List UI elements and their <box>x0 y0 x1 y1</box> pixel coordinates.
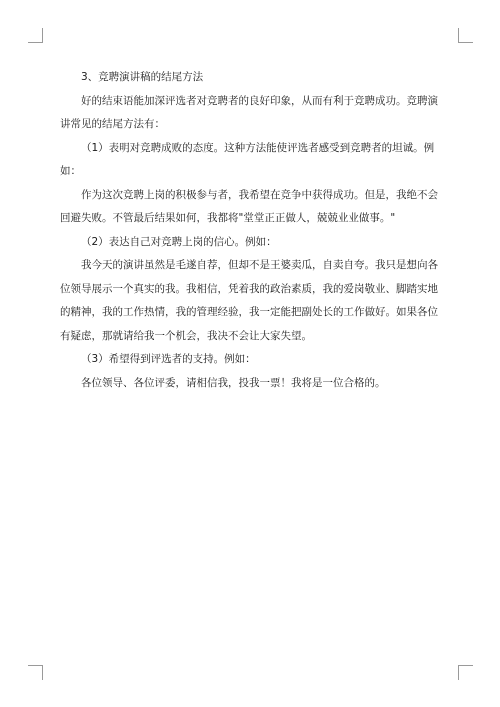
crop-mark-bottom-left <box>28 665 43 680</box>
method-3-title: （3）希望得到评选者的支持。例如： <box>81 353 256 365</box>
method-1-title: （1）表明对竞聘成败的态度。这种方法能使评选者感受到竞聘者的坦诚。例如： <box>60 141 435 177</box>
crop-mark-bottom-right <box>458 665 473 680</box>
method-3-example: 各位领导、各位评委，请相信我，投我一票！我将是一位合格的。 <box>81 376 386 389</box>
method-2-example: 我今天的演讲虽然是毛遂自荐，但却不是王婆卖瓜，自卖自夸。我只是想向各位领导展示一个真实的我。我相信，凭着我的政治素质，我的爱岗敬业、脚踏实地的精神，我的工作热情，我的管理经验，我一定能把副处长的工作做好。如果各位有疑虑，那就请给我一个机会，我决不会让大家失望。 <box>60 259 438 342</box>
method-2-title: （2）表达自己对竞聘上岗的信心。例如： <box>81 235 277 248</box>
crop-mark-top-left <box>28 28 43 43</box>
method-1-example: 作为这次竞聘上岗的积极参与者，我希望在竞争中获得成功。但是，我绝不会回避失败。不管最后结果如何，我都将"堂堂正正做人，兢兢业业做事。" <box>60 188 438 224</box>
document-body <box>60 66 442 395</box>
crop-mark-top-right <box>458 28 473 43</box>
intro-paragraph: 好的结束语能加深评选者对竞聘者的良好印象，从而有利于竞聘成功。竞聘演讲常见的结尾方法有： <box>60 94 438 130</box>
section-heading: 3、竞聘演讲稿的结尾方法 <box>81 71 204 83</box>
